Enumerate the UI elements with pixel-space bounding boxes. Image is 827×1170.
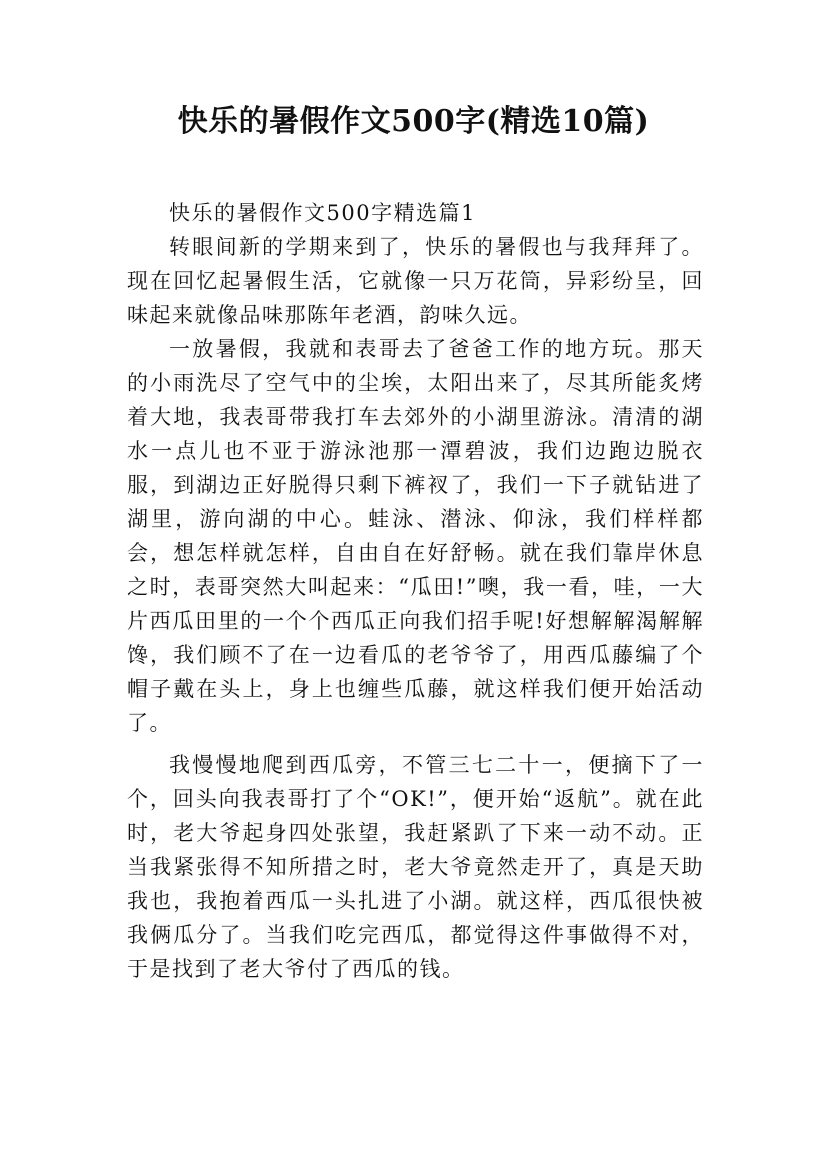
section-heading: 快乐的暑假作文500字精选篇1 — [169, 201, 476, 225]
document-body — [127, 196, 704, 986]
document-title: 快乐的暑假作文500字(精选10篇) — [177, 104, 650, 139]
paragraph: 转眼间新的学期来到了，快乐的暑假也与我拜拜了。现在回忆起暑假生活，它就像一只万花筒，异彩纷呈，回味起来就像品味那陈年老酒，韵味久远。 — [127, 235, 704, 327]
paragraph: 一放暑假，我就和表哥去了爸爸工作的地方玩。那天的小雨洗尽了空气中的尘埃，太阳出来了，尽其所能炙烤着大地，我表哥带我打车去郊外的小湖里游泳。清清的湖水一点儿也不亚于游泳池那一潭碧波，我们边跑边脱衣服，到湖边正好脱得只剩下裤衩了，我们一下子就钻进了湖里，游向湖的中心。蛙泳、潜泳、仰泳，我们样样都会，想怎样就怎样，自由自在好舒畅。就在我们靠岸休息之时，表哥突然大叫起来：“瓜田!”噢，我一看，哇，一大片西瓜田里的一个个西瓜正向我们招手呢!好想解解渴解解馋，我们顾不了在一边看瓜的老爷爷了，用西瓜藤编了个帽子戴在头上，身上也缠些瓜藤，就这样我们便开始活动了。 — [127, 337, 704, 735]
paragraph: 我慢慢地爬到西瓜旁，不管三七二十一，便摘下了一个，回头向我表哥打了个“OK!”，便开始“返航”。就在此时，老大爷起身四处张望，我赶紧趴了下来一动不动。正当我紧张得不知所措之时，老大爷竟然走开了，真是天助我也，我抱着西瓜一头扎进了小湖。就这样，西瓜很快被我俩瓜分了。当我们吃完西瓜，都觉得这件事做得不对，于是找到了老大爷付了西瓜的钱。 — [127, 753, 704, 981]
